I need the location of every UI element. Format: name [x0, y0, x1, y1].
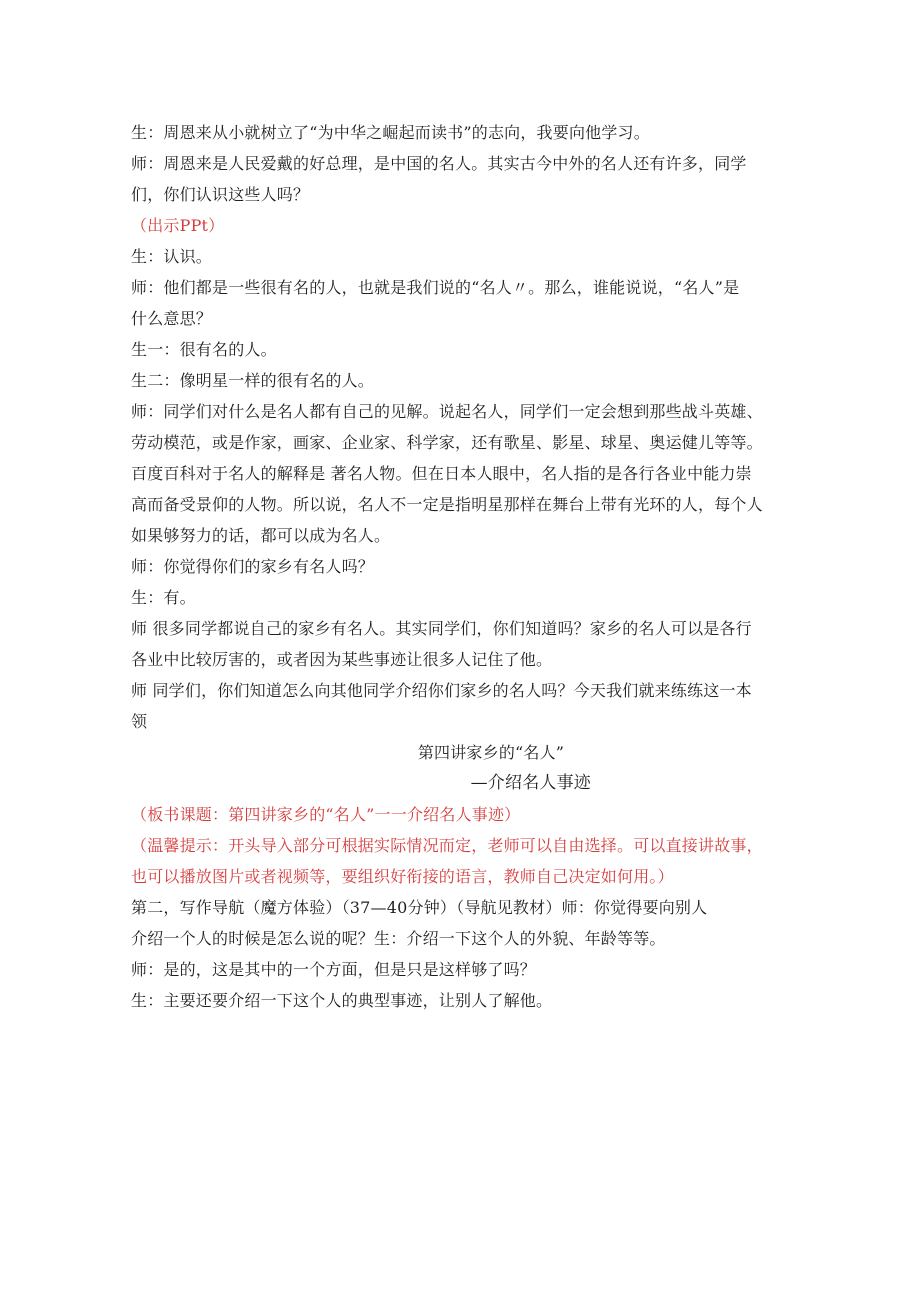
dialogue-line-19: 师 同学们，你们知道怎么向其他同学介绍你们家乡的名人吗？今天我们就来练练这一本: [131, 681, 752, 700]
dialogue-line-14: 如果够努力的话，都可以成为名人。: [131, 526, 391, 545]
teacher-tip-line-2: 也可以播放图片或者视频等，要组织好衔接的语言，教师自己决定如何用。）: [131, 867, 674, 886]
document-body: [131, 117, 791, 1016]
stage-note-show-ppt: （出示PPt）: [131, 216, 225, 235]
dialogue-line-2: 师：周恩来是人民爱戴的好总理，是中国的名人。其实古今中外的名人还有许多，同学: [131, 154, 747, 173]
dialogue-line-12: 百度百科对于名人的解释是 著名人物。但在日本人眼中，名人指的是各行各业中能力崇: [131, 464, 752, 483]
dialogue-line-9: 生二：像明星一样的很有名的人。: [131, 371, 375, 390]
dialogue-line-27: 介绍一个人的时候是怎么说的呢？生：介绍一下这个人的外貌、年龄等等。: [131, 929, 666, 948]
dialogue-line-8: 生一：很有名的人。: [131, 340, 277, 359]
dialogue-line-3: 们，你们认识这些人吗？: [131, 185, 310, 204]
dialogue-line-15: 师：你觉得你们的家乡有名人吗？: [131, 557, 375, 576]
dialogue-line-20: 领: [131, 712, 148, 731]
dialogue-line-1: 生：周恩来从小就树立了“为中华之崛起而读书”的志向，我要向他学习。: [131, 123, 650, 142]
dialogue-line-29: 生：主要还要介绍一下这个人的典型事迹，让别人了解他。: [131, 991, 553, 1010]
dialogue-line-28: 师：是的，这是其中的一个方面，但是只是这样够了吗？: [131, 960, 537, 979]
dialogue-line-5: 生：认识。: [131, 247, 213, 266]
section-heading-writing-guide: 第二，写作导航（魔方体验）（37—40分钟）（导航见教材）师：你觉得要向别人: [131, 898, 708, 917]
dialogue-line-7: 什么意思？: [131, 309, 213, 328]
dialogue-line-6: 师：他们都是一些很有名的人，也就是我们说的“名人〃。那么，谁能说说，“名人”是: [131, 278, 740, 297]
lesson-subtitle: —介绍名人事迹: [470, 773, 591, 793]
dialogue-line-13: 高而备受景仰的人物。所以说，名人不一定是指明星那样在舞台上带有光环的人，每个人: [131, 495, 763, 514]
dialogue-line-17: 师 很多同学都说自己的家乡有名人。其实同学们，你们知道吗？家乡的名人可以是各行: [131, 619, 752, 638]
blackboard-note: （板书课题：第四讲家乡的“名人”一一介绍名人事迹）: [131, 805, 521, 824]
dialogue-line-18: 各业中比较厉害的，或者因为某些事迹让很多人记住了他。: [131, 650, 553, 669]
teacher-tip-line-1: （温馨提示：开头导入部分可根据实际情况而定，老师可以自由选择。可以直接讲故事，: [131, 836, 763, 855]
dialogue-line-11: 劳动模范，或是作家，画家、企业家、科学家，还有歌星、影星、球星、奥运健儿等等。: [131, 433, 763, 452]
lesson-title: 第四讲家乡的“名人”: [417, 743, 565, 762]
dialogue-line-16: 生：有。: [131, 588, 196, 607]
dialogue-line-10: 师：同学们对什么是名人都有自己的见解。说起名人，同学们一定会想到那些战斗英雄、: [131, 402, 763, 421]
